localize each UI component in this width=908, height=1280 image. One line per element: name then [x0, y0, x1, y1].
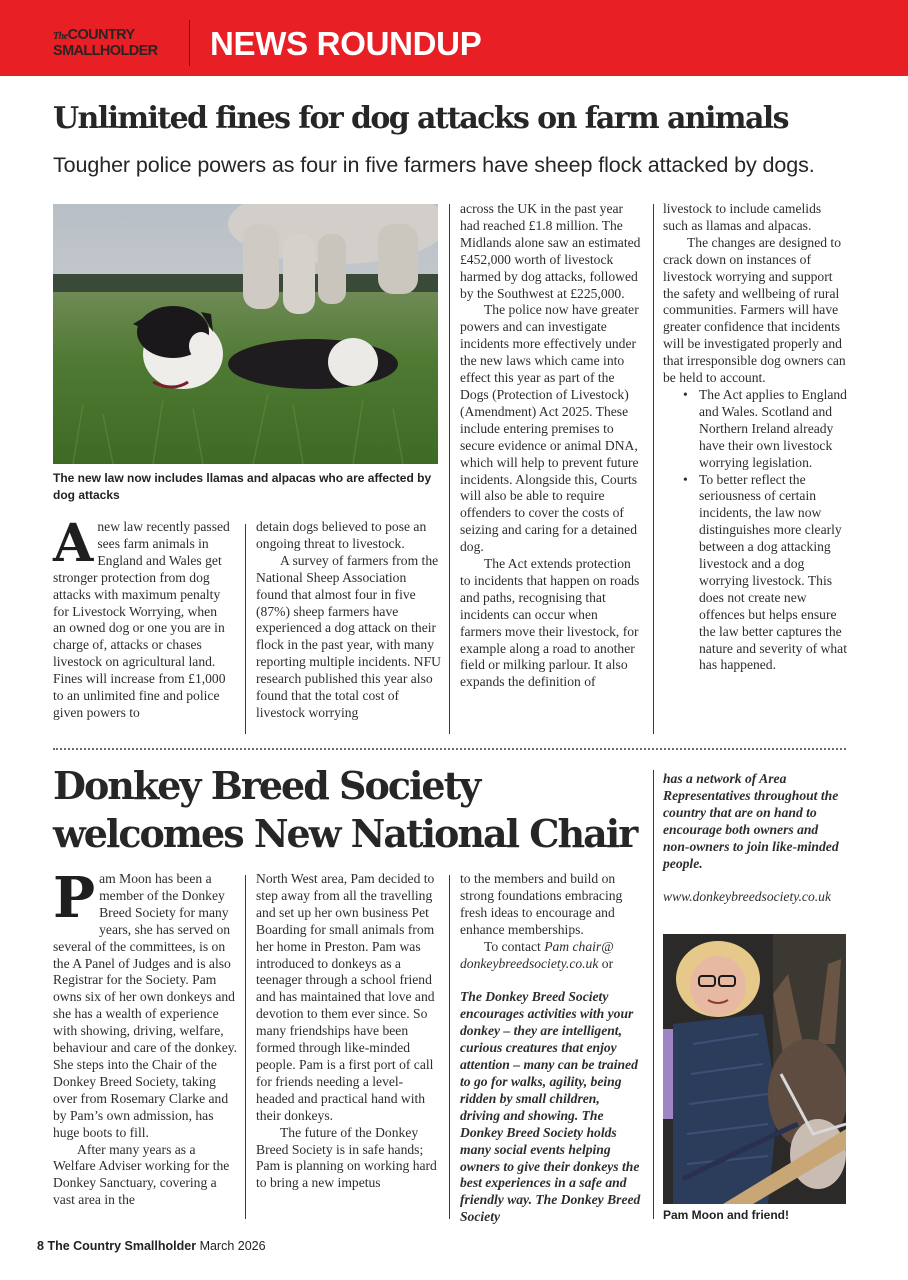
society-website-link[interactable]: www.donkeybreedsociety.co.uk [663, 889, 831, 905]
article1-bullet-list [663, 387, 848, 674]
article1-column-3 [460, 201, 642, 691]
bullet-item: • The Act applies to England and Wales. Scotland and Northern Ireland already have their own livestock worrying legislation. [683, 387, 848, 472]
article2-paragraph: After many years as a Welfare Adviser working for the Donkey Sanctuary, covering a vast area in the [53, 1141, 230, 1208]
article1-caption: The new law now includes llamas and alpacas who are affected by dog attacks [53, 471, 432, 502]
article-separator [53, 748, 846, 750]
logo-line2: SMALLHOLDER [53, 43, 158, 59]
footer-issue-date: March 2026 [199, 1239, 266, 1253]
logo-the: The [53, 31, 68, 42]
article1-paragraph: The police now have greater powers and can investigate incidents more effectively under the new laws which came into effect this year as part of the Dogs (Protection of Livestock) (Amendment) Act 2025. These include entering premises to secure evidence or animal DNA, which will help to prevent future incidents. Alongside this, Courts will also be able to require offenders to cover the costs of seizing and caring for a detained dog. [460, 302, 639, 555]
header-divider [189, 20, 190, 66]
article1-column-4 [663, 201, 848, 674]
publication-logo [53, 28, 158, 58]
article1-column-2 [256, 519, 441, 722]
column-rule [245, 524, 246, 734]
article1-paragraph: new law recently passed sees farm animals in England and Wales get stronger protection from dog attacks with maximum penalty for Livestock Worrying, when an owned dog or one you are in charge of, attacks or chases livestock on agricultural land. Fines will increase from £1,000 to an unlimited fine and police given powers to [53, 519, 230, 720]
pam-photo-image [663, 934, 846, 1204]
article2-paragraph: am Moon has been a member of the Donkey Breed Society for many years, she has served on several of the committees, is on the A Panel of Judges and is also Registrar for the Society. Pam owns six of her own donkeys and she has a wealth of experience with showing, driving, welfare, behaviour and care of the donkey. She steps into the Chair of the Donkey Breed Society, taking over from Rosemary Clarke and by Pam’s own admission, has huge boots to fill. [53, 871, 238, 1140]
dog-photo-image [53, 204, 438, 464]
article1-paragraph: A survey of farmers from the National Sheep Association found that almost four in five (87%) sheep farmers have experienced a dog attack on their flock in the past year, with many reporting multiple incidents. NFU research published this year also found that the total cost of livestock worrying [256, 552, 442, 720]
article2-column-4 [663, 771, 848, 906]
column-rule [449, 875, 450, 1219]
page-number: 8 [37, 1239, 44, 1253]
article1-dropcap: A [53, 513, 94, 574]
article2-dropcap: P [53, 865, 96, 931]
article1-paragraph: The changes are designed to crack down on instances of livestock worrying and support the safety and wellbeing of rural communities. Farmers will have greater confidence that incidents will be investigated properly and that irresponsible dog owners can be held to account. [663, 234, 846, 386]
article2-headline-line2: welcomes New National Chair [53, 811, 637, 856]
society-blurb-continued: has a network of Area Representatives throughout the country that are on hand to encourage both owners and non-owners to join like-minded people. [663, 771, 839, 871]
contact-suffix: or [598, 955, 614, 971]
contact-line [460, 939, 642, 973]
article2-column-2 [256, 871, 441, 1192]
page-header [0, 0, 908, 76]
pam-donkey-photo [663, 934, 846, 1204]
column-rule [245, 875, 246, 1219]
article2-paragraph: to the members and build on strong foundations embracing fresh ideas to encourage and enhance memberships. [460, 871, 623, 937]
footer-publication: The Country Smallholder [47, 1239, 197, 1253]
article1-paragraph: livestock to include camelids such as llamas and alpacas. [663, 201, 822, 233]
column-rule [653, 770, 654, 1219]
article1-column-1 [53, 513, 233, 722]
column-rule [653, 204, 654, 734]
article2-column-1 [53, 865, 238, 1209]
contact-prefix: To contact [484, 938, 545, 954]
society-blurb: The Donkey Breed Society encourages activities with your donkey – they are intelligent, curious creatures that enjoy attention – many can be trained to go for walks, agility, being ridden by small children, driving and showing. The Donkey Breed Society holds many social events helping owners to give their donkeys the best experiences in a safe and friendly way. The Donkey Breed Society [460, 989, 641, 1225]
article1-headline: Unlimited fines for dog attacks on farm animals [53, 101, 788, 136]
article2-paragraph: The future of the Donkey Breed Society is in safe hands; Pam is planning on working hard to bring a new impetus [256, 1124, 437, 1191]
article1-paragraph: across the UK in the past year had reached £1.8 million. The Midlands alone saw an estimated £452,000 worth of livestock harmed by dog attacks, followed by the Southwest at £225,000. [460, 201, 641, 301]
article2-headline [53, 762, 636, 858]
dog-llama-photo [53, 204, 438, 464]
article2-paragraph: North West area, Pam decided to step away from all the travelling and set up her own business Pet Boarding for small animals from her home in Preston. Pam was introduced to donkeys as a teenager through a school friend and has maintained that love and devotion to them ever since. So many friendships have been formed through like-minded people. Pam is a first port of call for friends needing a level-headed and practical hand with their donkeys. [256, 871, 435, 1123]
article1-paragraph: detain dogs believed to pose an ongoing threat to livestock. [256, 519, 427, 551]
bullet-item: • To better reflect the seriousness of certain incidents, the law now distinguishes more clearly between a dog attacking livestock and a dog worrying livestock. This does not create new offences but helps ensure the law better captures the nature and severity of what has happened. [683, 472, 848, 675]
article1-standfirst: Tougher police powers as four in five farmers have sheep flock attacked by dogs. [53, 153, 815, 177]
page-footer [37, 1239, 266, 1253]
column-rule [449, 204, 450, 734]
logo-line1: COUNTRY [67, 27, 135, 43]
article2-column-3 [460, 871, 642, 1226]
article1-paragraph: The Act extends protection to incidents that happen on roads and paths, recognising that incidents can occur when farmers move their livestock, for example along a road to another field or milking parlour. It also expands the definition of [460, 556, 640, 690]
contact-email[interactable]: Pam chair@ donkeybreedsociety.co.uk [460, 938, 614, 971]
article2-caption: Pam Moon and friend! [663, 1208, 789, 1222]
article2-headline-line1: Donkey Breed Society [53, 763, 480, 808]
section-title: NEWS ROUNDUP [210, 25, 482, 62]
